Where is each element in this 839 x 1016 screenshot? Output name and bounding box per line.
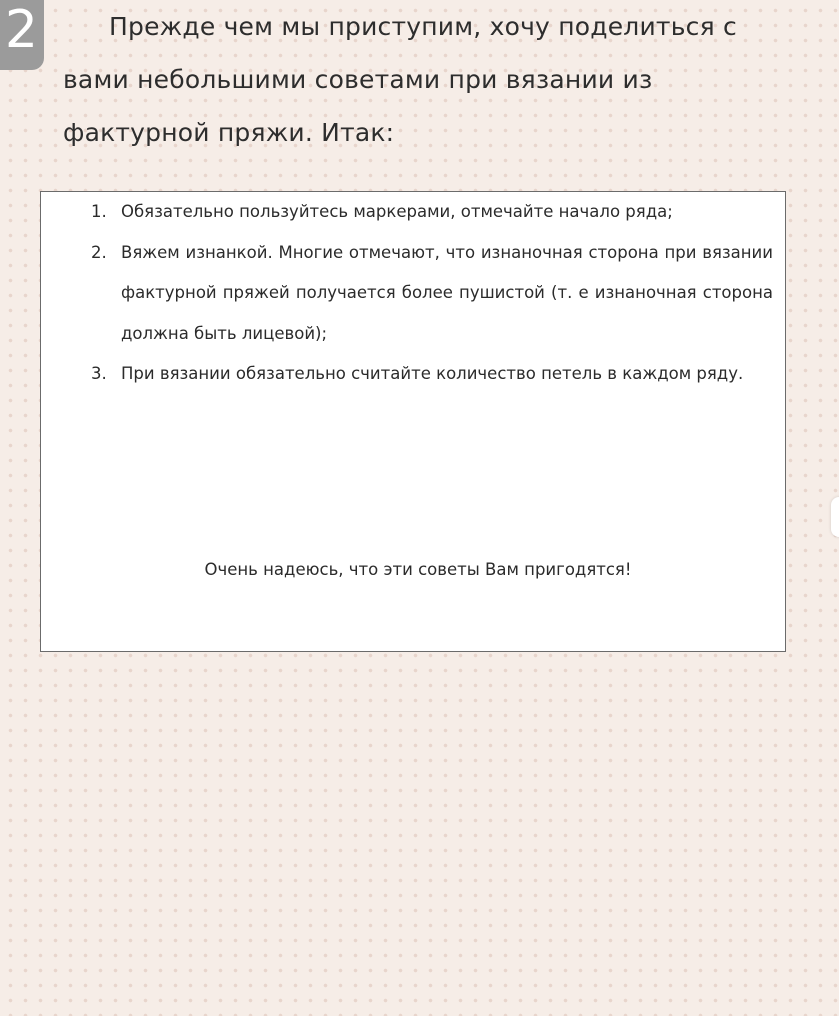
tip-text: При вязании обязательно считайте количество петель в каждом ряду. xyxy=(121,364,744,383)
tip-text: Вяжем изнанкой. Многие отмечают, что изнаночная сторона при вязании фактурной пряжей получается более пушистой (т. е изнаночная сторона должна быть лицевой); xyxy=(121,242,773,343)
tip-number: 1. xyxy=(91,202,107,221)
intro-line-2: вами небольшими советами при вязании из xyxy=(63,65,653,94)
intro-line-1: Прежде чем мы приступим, хочу поделиться с xyxy=(109,12,737,41)
tip-item-3 xyxy=(91,354,773,395)
tip-item-2 xyxy=(91,233,773,355)
intro-paragraph xyxy=(63,0,783,159)
tip-item-1 xyxy=(91,192,773,233)
tip-number: 2. xyxy=(91,242,107,262)
tips-box xyxy=(40,191,786,652)
tip-number: 3. xyxy=(91,364,107,383)
tips-list xyxy=(91,192,773,395)
page-number-badge: 2 xyxy=(0,0,44,70)
closing-message: Очень надеюсь, что эти советы Вам пригодятся! xyxy=(204,560,632,579)
tip-text: Обязательно пользуйтесь маркерами, отмечайте начало ряда; xyxy=(121,202,673,221)
intro-line-3: фактурной пряжи. Итак: xyxy=(63,118,395,147)
page-edge-tab[interactable] xyxy=(831,497,839,537)
